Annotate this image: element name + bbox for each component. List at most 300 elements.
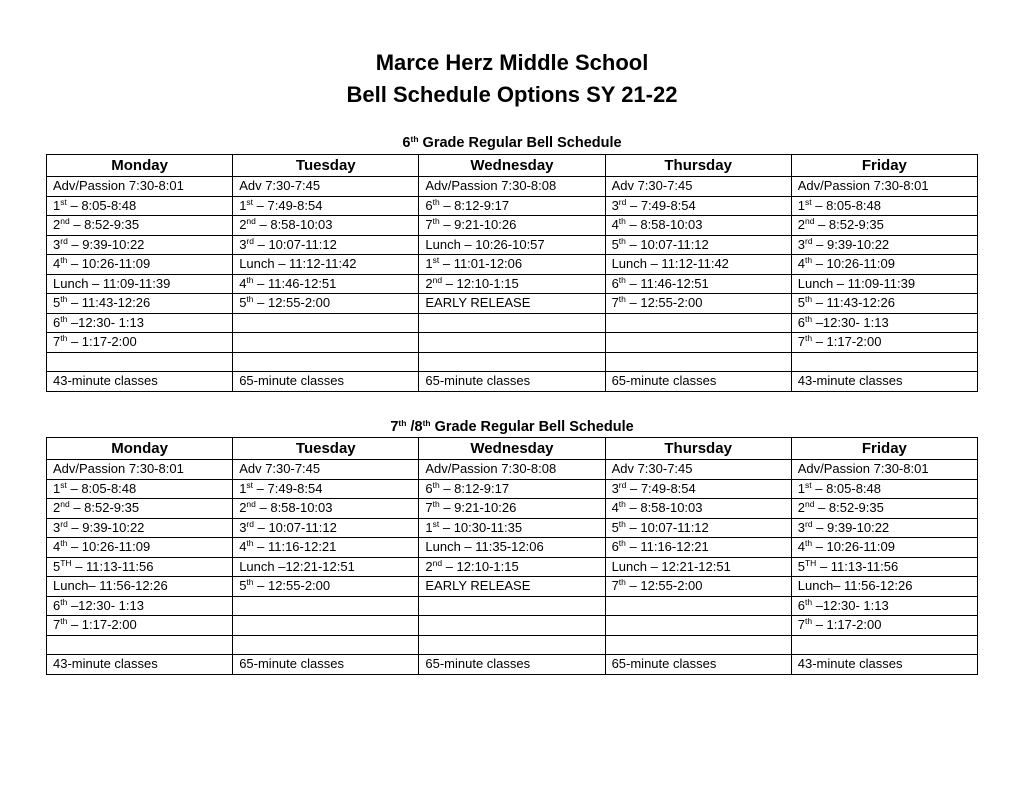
text-run: 2 (239, 217, 247, 233)
schedule-cell (791, 557, 977, 577)
table-row (47, 216, 978, 236)
schedule-cell (47, 596, 233, 616)
text-run: 7 (425, 500, 433, 516)
ordinal-suffix: st (246, 479, 254, 490)
text-run: – 11:01-12:06 (439, 256, 523, 272)
text-run: – 9:39-10:22 (67, 236, 145, 252)
text-run: 3 (239, 236, 247, 252)
schedule-cell (47, 216, 233, 236)
schedule-cell (233, 635, 419, 655)
day-header-thursday: Thursday (605, 438, 791, 460)
schedule-cell (791, 538, 977, 558)
schedule-cell (233, 538, 419, 558)
text-run: – 7:49-8:54 (253, 480, 323, 496)
schedule-cell (791, 372, 977, 392)
text-run: 1 (425, 256, 433, 272)
text-run: 43-minute classes (797, 373, 903, 389)
schedule-cell (791, 313, 977, 333)
schedule-cell (233, 655, 419, 675)
text-run: 4 (239, 275, 247, 291)
ordinal-suffix: th (618, 216, 626, 227)
schedule-cell (419, 616, 605, 636)
schedule-cell (791, 655, 977, 675)
ordinal-suffix: nd (246, 499, 256, 510)
text-run: 2 (53, 217, 61, 233)
ordinal-suffix: rd (618, 479, 627, 490)
text-run: – 8:58-10:03 (625, 217, 703, 233)
text-run: Lunch– 11:56-12:26 (797, 578, 913, 594)
table-row (47, 655, 978, 675)
day-header-tuesday: Tuesday (233, 438, 419, 460)
schedule-cell (605, 255, 791, 275)
schedule-cell (47, 577, 233, 597)
header-row (47, 155, 978, 177)
schedule-cell (233, 596, 419, 616)
ordinal-suffix: th (804, 255, 813, 266)
schedule-cell (233, 216, 419, 236)
text-run: Adv 7:30-7:45 (611, 178, 693, 194)
text-run: – 11:46-12:51 (253, 275, 337, 291)
schedule-cell (791, 577, 977, 597)
text-run: 1 (239, 480, 247, 496)
text-run: – 7:49-8:54 (626, 480, 696, 496)
text-run: Adv/Passion 7:30-8:08 (425, 178, 557, 194)
ordinal-suffix: th (618, 499, 626, 510)
schedule-cell (47, 177, 233, 197)
text-run: 3 (797, 519, 805, 535)
text-run: 7 (611, 578, 619, 594)
schedule-cell (605, 333, 791, 353)
text-run: – 9:39-10:22 (67, 519, 145, 535)
ordinal-suffix: th (60, 616, 68, 627)
table-row (47, 352, 978, 372)
text-run: – 8:05-8:48 (66, 197, 137, 213)
text-run: Adv/Passion 7:30-8:08 (425, 461, 557, 477)
day-header-friday: Friday (791, 155, 977, 177)
schedule-cell (605, 196, 791, 216)
schedule-cell (419, 274, 605, 294)
ordinal-suffix: st (804, 479, 812, 490)
text-run: 1 (797, 480, 805, 496)
schedule-cell (605, 596, 791, 616)
table-row (47, 177, 978, 197)
text-run: – 11:13-11:56 (816, 558, 899, 574)
text-run: – 9:21-10:26 (439, 217, 517, 233)
text-run: 2 (425, 558, 433, 574)
text-run: – 7:49-8:54 (253, 197, 323, 213)
text-run: 3 (239, 519, 247, 535)
ordinal-suffix: rd (804, 235, 813, 246)
ordinal-suffix: rd (804, 518, 813, 529)
table-row (47, 635, 978, 655)
schedule-cell (419, 499, 605, 519)
text-run: 3 (611, 480, 619, 496)
schedule-cell (419, 557, 605, 577)
text-run: 6 (611, 539, 619, 555)
text-run: – 10:26-11:09 (67, 539, 151, 555)
text-run: 6 (53, 597, 61, 613)
schedule-cell (47, 518, 233, 538)
text-run: Adv/Passion 7:30-8:01 (53, 461, 184, 477)
table-row (47, 235, 978, 255)
schedule-cell (605, 635, 791, 655)
text-run: 65-minute classes (425, 373, 531, 389)
schedule-cell (791, 352, 977, 372)
schedule-cell (47, 274, 233, 294)
schedule-cell (791, 255, 977, 275)
ordinal-suffix: st (432, 255, 440, 266)
schedule-cell (233, 313, 419, 333)
ordinal-suffix: st (60, 196, 67, 207)
text-run: Adv/Passion 7:30-8:01 (797, 178, 929, 194)
ordinal-suffix: nd (60, 216, 70, 227)
ordinal-suffix: th (246, 294, 254, 305)
schedule-cell (605, 294, 791, 314)
text-run: – 12:55-2:00 (253, 295, 331, 311)
text-run: 2 (239, 500, 247, 516)
text-run: – 8:52-9:35 (814, 217, 884, 233)
ordinal-suffix: th (804, 333, 813, 344)
text-run: 65-minute classes (611, 656, 717, 672)
table-row (47, 479, 978, 499)
ordinal-suffix: th (432, 216, 440, 227)
text-run: Lunch – 10:26-10:57 (425, 236, 545, 252)
schedule-cell (419, 372, 605, 392)
text-run: – 12:55-2:00 (625, 578, 703, 594)
ordinal-suffix: th (804, 313, 813, 324)
text-run: 4 (611, 217, 619, 233)
ordinal-suffix: th (804, 616, 813, 627)
ordinal-suffix: th (422, 418, 431, 428)
ordinal-suffix: th (804, 538, 813, 549)
schedule-cell (605, 538, 791, 558)
text-run: Adv 7:30-7:45 (611, 461, 693, 477)
text-run: Lunch – 11:09-11:39 (53, 275, 171, 291)
ordinal-suffix: th (410, 134, 419, 144)
text-run: 7 (797, 334, 805, 350)
ordinal-suffix: nd (804, 499, 815, 510)
text-run: 65-minute classes (425, 656, 531, 672)
schedule-cell (233, 333, 419, 353)
text-run: 6 (53, 314, 61, 330)
ordinal-suffix: TH (60, 557, 72, 568)
schedule-cell (605, 460, 791, 480)
ordinal-suffix: nd (60, 499, 70, 510)
text-run: – 10:26-11:09 (67, 256, 151, 272)
schedule-cell (605, 352, 791, 372)
schedule-cell (233, 557, 419, 577)
text-run: 5 (611, 519, 619, 535)
text-run: – 1:17-2:00 (67, 334, 137, 350)
text-run: 1 (239, 197, 247, 213)
ordinal-suffix: th (618, 538, 626, 549)
schedule-cell (419, 577, 605, 597)
text-run: 1 (53, 480, 61, 496)
schedule-cell (233, 274, 419, 294)
schedule-cell (605, 216, 791, 236)
day-header-wednesday: Wednesday (419, 155, 605, 177)
schedule-cell (47, 460, 233, 480)
text-run: 4 (239, 539, 247, 555)
text-run: – 8:05-8:48 (811, 480, 881, 496)
schedule-cell (791, 177, 977, 197)
schedule-cell (419, 479, 605, 499)
text-run: 5 (53, 295, 61, 311)
text-run: – 11:13-11:56 (71, 558, 154, 574)
text-run: 43-minute classes (53, 373, 158, 389)
table-row (47, 274, 978, 294)
text-run: Adv 7:30-7:45 (239, 461, 321, 477)
ordinal-suffix: th (60, 333, 68, 344)
ordinal-suffix: st (804, 196, 812, 207)
ordinal-suffix: rd (246, 235, 254, 246)
table-row (47, 372, 978, 392)
ordinal-suffix: rd (60, 235, 68, 246)
ordinal-suffix: th (246, 577, 254, 588)
schedule-cell (419, 596, 605, 616)
ordinal-suffix: st (432, 518, 440, 529)
document-subtitle: Bell Schedule Options SY 21-22 (346, 82, 678, 107)
schedule-cell (605, 177, 791, 197)
table-row (47, 616, 978, 636)
text-run: –12:30- 1:13 (812, 597, 889, 613)
ordinal-suffix: th (60, 313, 68, 324)
ordinal-suffix: th (618, 294, 626, 305)
text-run: –12:30- 1:13 (812, 314, 889, 330)
schedule-table-6th-grade (46, 154, 978, 392)
day-header-wednesday: Wednesday (419, 438, 605, 460)
schedule-cell (605, 372, 791, 392)
text-run: – 10:26-11:09 (812, 539, 895, 555)
text-run: Lunch– 11:56-12:26 (53, 578, 168, 594)
text-run: 1 (797, 197, 805, 213)
text-run: /8 (406, 419, 423, 435)
ordinal-suffix: th (398, 418, 407, 428)
ordinal-suffix: nd (804, 216, 815, 227)
schedule-cell (233, 499, 419, 519)
schedule-cell (47, 196, 233, 216)
schedule-cell (419, 635, 605, 655)
schedule-cell (419, 333, 605, 353)
text-run: 5 (239, 295, 247, 311)
text-run: – 9:39-10:22 (812, 519, 890, 535)
day-header-monday: Monday (47, 438, 233, 460)
ordinal-suffix: rd (618, 196, 627, 207)
schedule-cell (233, 177, 419, 197)
schedule-cell (605, 274, 791, 294)
text-run: 2 (797, 217, 805, 233)
schedule-cell (419, 352, 605, 372)
schedule-cell (419, 235, 605, 255)
ordinal-suffix: th (60, 538, 68, 549)
schedule-cell (605, 655, 791, 675)
text-run: 5 (797, 295, 805, 311)
text-run: – 8:52-9:35 (69, 217, 140, 233)
schedule-cell (419, 294, 605, 314)
text-run: – 8:58-10:03 (625, 500, 703, 516)
ordinal-suffix: th (432, 196, 440, 207)
text-run: 5 (239, 578, 247, 594)
table-row (47, 557, 978, 577)
schedule-cell (791, 616, 977, 636)
text-run: 3 (611, 197, 619, 213)
text-run: – 12:55-2:00 (253, 578, 331, 594)
text-run: – 11:16-12:21 (625, 539, 709, 555)
table-row (47, 577, 978, 597)
schedule-table-7th-8th-grade (46, 437, 978, 675)
text-run: 6 (797, 597, 805, 613)
schedule-cell (47, 655, 233, 675)
schedule-cell (791, 216, 977, 236)
ordinal-suffix: th (246, 538, 254, 549)
text-run: 3 (797, 236, 805, 252)
text-run: – 8:52-9:35 (69, 500, 140, 516)
table-row (47, 294, 978, 314)
schedule-cell (605, 313, 791, 333)
schedule-cell (233, 352, 419, 372)
text-run: 2 (425, 275, 433, 291)
schedule-cell (233, 577, 419, 597)
schedule-cell (791, 294, 977, 314)
text-run: – 8:58-10:03 (255, 500, 333, 516)
text-run: 7 (611, 295, 619, 311)
text-run: – 8:12-9:17 (439, 480, 510, 496)
text-run: 7 (390, 419, 399, 435)
schedule-cell (791, 196, 977, 216)
text-run: – 8:05-8:48 (66, 480, 137, 496)
ordinal-suffix: rd (60, 518, 68, 529)
text-run: – 1:17-2:00 (812, 334, 882, 350)
ordinal-suffix: th (60, 596, 68, 607)
schedule-cell (47, 499, 233, 519)
text-run: – 8:52-9:35 (814, 500, 884, 516)
ordinal-suffix: th (618, 577, 626, 588)
ordinal-suffix: th (618, 518, 626, 529)
schedule-cell (47, 333, 233, 353)
schedule-cell (419, 216, 605, 236)
schedule-cell (605, 577, 791, 597)
text-run: – 8:58-10:03 (255, 217, 333, 233)
schedule-cell (47, 235, 233, 255)
day-header-tuesday: Tuesday (233, 155, 419, 177)
text-run: Adv/Passion 7:30-8:01 (797, 461, 929, 477)
schedule-cell (605, 557, 791, 577)
text-run: 43-minute classes (53, 656, 158, 672)
text-run: 4 (797, 256, 805, 272)
text-run: 6 (797, 314, 805, 330)
schedule-cell (791, 479, 977, 499)
text-run: 4 (611, 500, 619, 516)
ordinal-suffix: st (246, 196, 254, 207)
text-run: 65-minute classes (239, 656, 344, 672)
schedule-cell (47, 372, 233, 392)
text-run: 5 (797, 558, 805, 574)
schedule-cell (47, 635, 233, 655)
ordinal-suffix: th (432, 479, 440, 490)
text-run: 6 (402, 135, 411, 151)
text-run: Lunch –12:21-12:51 (239, 558, 355, 574)
text-run: Adv 7:30-7:45 (239, 178, 321, 194)
schedule-cell (419, 538, 605, 558)
text-run: 1 (53, 197, 61, 213)
ordinal-suffix: rd (246, 518, 254, 529)
schedule-cell (47, 313, 233, 333)
text-run: EARLY RELEASE (425, 578, 531, 594)
text-run: –12:30- 1:13 (67, 597, 144, 613)
schedule-caption-7th-8th-grade (46, 417, 978, 437)
table-row (47, 196, 978, 216)
text-run: 7 (425, 217, 433, 233)
text-run: 2 (797, 500, 805, 516)
schedule-cell (419, 460, 605, 480)
text-run: – 9:21-10:26 (439, 500, 517, 516)
schedule-cell (233, 479, 419, 499)
text-run: Lunch – 11:09-11:39 (797, 275, 916, 291)
text-run: – 8:12-9:17 (439, 197, 510, 213)
text-run: – 7:49-8:54 (626, 197, 696, 213)
text-run: – 10:07-11:12 (253, 236, 337, 252)
text-run: 1 (425, 519, 433, 535)
text-run: EARLY RELEASE (425, 295, 531, 311)
schedule-cell (233, 372, 419, 392)
schedule-cell (791, 518, 977, 538)
text-run: – 11:46-12:51 (625, 275, 709, 291)
schedule-cell (419, 177, 605, 197)
text-run: Adv/Passion 7:30-8:01 (53, 178, 184, 194)
schedule-cell (47, 538, 233, 558)
text-run: Grade Regular Bell Schedule (430, 419, 634, 435)
text-run: – 11:43-12:26 (812, 295, 895, 311)
table-row (47, 255, 978, 275)
text-run: – 1:17-2:00 (67, 617, 137, 633)
ordinal-suffix: th (804, 294, 813, 305)
text-run: 6 (425, 480, 433, 496)
schedule-cell (233, 518, 419, 538)
ordinal-suffix: th (432, 499, 440, 510)
schedule-cell (419, 196, 605, 216)
text-run: – 10:07-11:12 (625, 236, 709, 252)
text-run: 7 (53, 334, 61, 350)
text-run: 2 (53, 500, 61, 516)
schedule-cell (419, 255, 605, 275)
schedule-cell (791, 333, 977, 353)
table-row (47, 313, 978, 333)
text-run: – 10:26-11:09 (812, 256, 895, 272)
text-run: 3 (53, 519, 61, 535)
table-row (47, 596, 978, 616)
day-header-friday: Friday (791, 438, 977, 460)
text-run: – 10:07-11:12 (253, 519, 337, 535)
ordinal-suffix: th (246, 274, 254, 285)
schedule-cell (419, 655, 605, 675)
ordinal-suffix: th (60, 255, 68, 266)
schedule-cell (419, 313, 605, 333)
ordinal-suffix: st (60, 479, 67, 490)
schedule-cell (233, 294, 419, 314)
text-run: Grade Regular Bell Schedule (418, 135, 622, 151)
ordinal-suffix: TH (804, 557, 817, 568)
schedule-cell (233, 196, 419, 216)
text-run: 4 (797, 539, 805, 555)
text-run: – 11:16-12:21 (253, 539, 337, 555)
schedule-cell (605, 616, 791, 636)
text-run: 6 (425, 197, 433, 213)
text-run: Lunch – 11:35-12:06 (425, 539, 544, 555)
text-run: Lunch – 11:12-11:42 (239, 256, 357, 272)
text-run: 65-minute classes (239, 373, 344, 389)
schedule-cell (419, 518, 605, 538)
text-run: 6 (611, 275, 619, 291)
